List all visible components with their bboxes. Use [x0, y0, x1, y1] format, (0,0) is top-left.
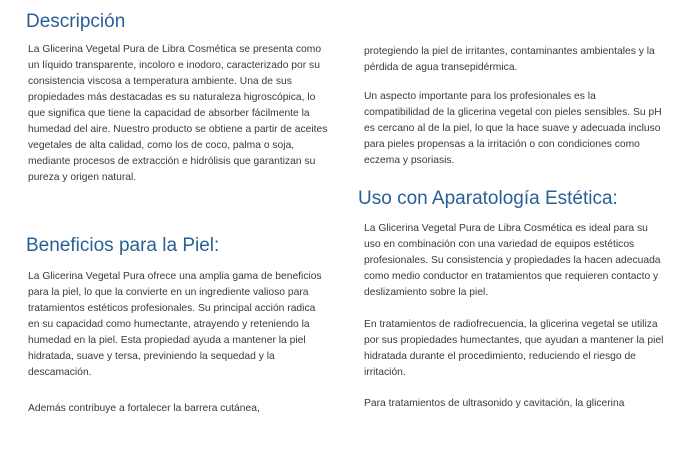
paragraph-uso-1: La Glicerina Vegetal Pura de Libra Cosmética es ideal para su uso en combinación con una variedad de equipos estéticos profesionales. Su consistencia y propiedades la hacen adecuada como medio conductor en tratamientos que requieren contacto y deslizamiento sobre la piel.	[364, 223, 661, 298]
paragraph-uso-2: En tratamientos de radiofrecuencia, la glicerina vegetal se utiliza por sus propiedades humectantes, que ayudan a mantener la piel hidratada durante el procedimiento, reduciendo el riesgo de irritación.	[364, 319, 664, 378]
heading-uso-aparatologia: Uso con Aparatología Estética:	[358, 188, 618, 209]
paragraph-beneficios-2: Además contribuye a fortalecer la barrera cutánea,	[28, 403, 260, 414]
paragraph-continuation: protegiendo la piel de irritantes, contaminantes ambientales y la pérdida de agua transepidérmica.	[364, 46, 655, 73]
paragraph-beneficios-1: La Glicerina Vegetal Pura ofrece una amplia gama de beneficios para la piel, lo que la convierte en un ingrediente valioso para tratamientos estéticos profesionales. Su principal acción radica en su capacidad como humectante, atrayendo y reteniendo la humedad en la piel. Esta propiedad ayuda a mantener la piel hidratada, suave y tersa, previniendo la sequedad y la descamación.	[28, 271, 322, 378]
paragraph-descripcion: La Glicerina Vegetal Pura de Libra Cosmética se presenta como un líquido transparente, incoloro e inodoro, caracterizado por su consistencia viscosa a temperatura ambiente. Una de sus propiedades más destacadas es su naturaleza higroscópica, lo que significa que tiene la capacidad de absorber fácilmente la humedad del aire. Nuestro producto se obtiene a partir de aceites vegetales de alta calidad, como los de coco, palma o soja, mediante procesos de extracción e hidrólisis que garantizan su pureza y origen natural.	[28, 44, 328, 183]
paragraph-pieles-sensibles: Un aspecto importante para los profesionales es la compatibilidad de la glicerina vegetal con pieles sensibles. Su pH es cercano al de la piel, lo que la hace suave y adecuada incluso para pieles propensas a la irritación o con condiciones como eczema y psoriasis.	[364, 91, 662, 166]
heading-descripcion: Descripción	[26, 11, 126, 32]
heading-beneficios: Beneficios para la Piel:	[26, 235, 220, 256]
paragraph-uso-3: Para tratamientos de ultrasonido y cavitación, la glicerina	[364, 398, 625, 409]
